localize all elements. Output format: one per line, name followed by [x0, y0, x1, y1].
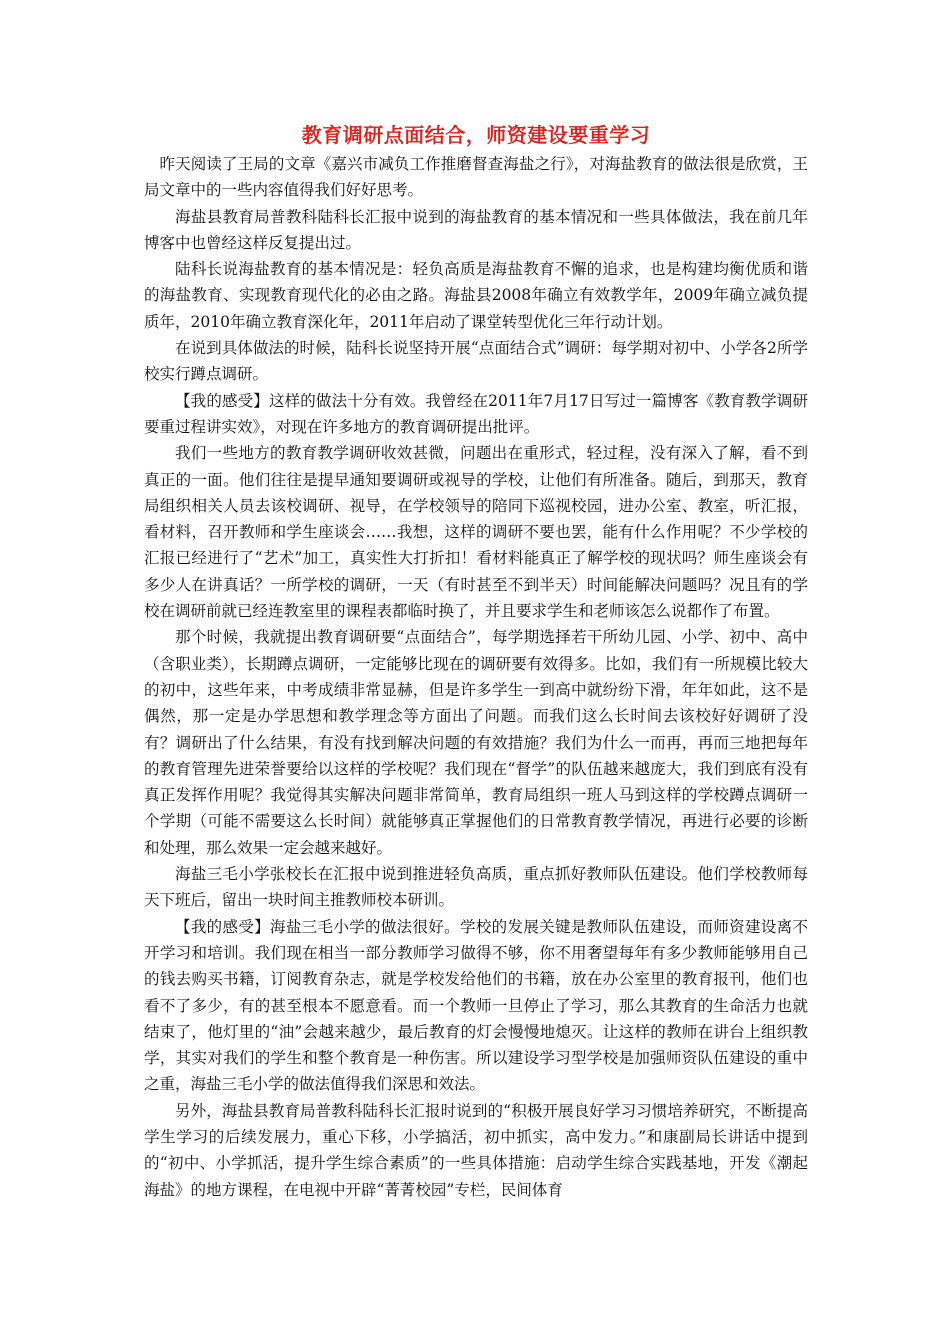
document-title: 教育调研点面结合，师资建设要重学习: [301, 123, 651, 147]
paragraph: 【我的感受】海盐三毛小学的做法很好。学校的发展关键是教师队伍建设，而师资建设离不开学习和培训。我们现在相当一部分教师学习做得不够，你不用奢望每年有多少教师能够用自己的钱去购买书籍，订阅教育杂志，就是学校发给他们的书籍，放在办公室里的教育报刊，他们也看不了多少，有的甚至根本不愿意看。而一个教师一旦停止了学习，那么其教育的生命活力也就结束了，他灯里的“油”会越来越少，最后教育的灯会慢慢地熄灭。让这样的教师在讲台上组织教学，其实对我们的学生和整个教育是一种伤害。所以建设学习型学校是加强师资队伍建设的重中之重，海盐三毛小学的做法值得我们深思和效法。: [144, 917, 808, 1094]
paragraph: 陆科长说海盐教育的基本情况是：轻负高质是海盐教育不懈的追求，也是构建均衡优质和谐的海盐教育、实现教育现代化的必由之路。海盐县2008年确立有效教学年，2009年确立减负提质年，2010年确立教育深化年，2011年启动了课堂转型优化三年行动计划。: [144, 260, 808, 331]
paragraph: 【我的感受】这样的做法十分有效。我曾经在2011年7月17日写过一篇博客《教育教学调研要重过程讲实效》，对现在许多地方的教育调研提出批评。: [144, 391, 808, 436]
paragraph: 另外，海盐县教育局普教科陆科长汇报时说到的“积极开展良好学习习惯培养研究，不断提高学生学习的后续发展力，重心下移，小学搞活，初中抓实，高中发力。”和康副局长讲话中提到的“初中、小学抓活，提升学生综合素质”的一些具体措施：启动学生综合实践基地，开发《潮起海盐》的地方课程，在电视中开辟“菁菁校园”专栏，民间体育: [144, 1101, 808, 1199]
paragraph: 海盐县教育局普教科陆科长汇报中说到的海盐教育的基本情况和一些具体做法，我在前几年博客中也曾经这样反复提出过。: [144, 207, 808, 252]
paragraph-intro: 昨天阅读了王局的文章《嘉兴市减负工作推磨督查海盐之行》，对海盐教育的做法很是欣赏，王局文章中的一些内容值得我们好好思考。: [144, 155, 808, 200]
document-page: [144, 120, 808, 1203]
paragraph: 海盐三毛小学张校长在汇报中说到推进轻负高质，重点抓好教师队伍建设。他们学校教师每天下班后，留出一块时间主推教师校本研训。: [144, 865, 808, 910]
paragraph: 在说到具体做法的时候，陆科长说坚持开展“点面结合式”调研：每学期对初中、小学各2所学校实行蹲点调研。: [144, 339, 808, 384]
paragraph: 我们一些地方的教育教学调研收效甚微，问题出在重形式，轻过程，没有深入了解，看不到真正的一面。他们往往是提早通知要调研或视导的学校，让他们有所准备。随后，到那天，教育局组织相关人员去该校调研、视导，在学校领导的陪同下巡视校园，进办公室、教室，听汇报，看材料，召开教师和学生座谈会……我想，这样的调研不要也罢，能有什么作用呢？不少学校的汇报已经进行了“艺术”加工，真实性大打折扣！看材料能真正了解学校的现状吗？师生座谈会有多少人在讲真话？一所学校的调研，一天（有时甚至不到半天）时间能解决问题吗？况且有的学校在调研前就已经连教室里的课程表都临时换了，并且要求学生和老师该怎么说都作了布置。: [144, 444, 808, 621]
paragraph: 那个时候，我就提出教育调研要“点面结合”，每学期选择若干所幼儿园、小学、初中、高中（含职业类），长期蹲点调研，一定能够比现在的调研要有效得多。比如，我们有一所规模比较大的初中，这些年来，中考成绩非常显赫，但是许多学生一到高中就纷纷下滑，年年如此，这不是偶然，那一定是办学思想和教学理念等方面出了问题。而我们这么长时间去该校好好调研了没有？调研出了什么结果，有没有找到解决问题的有效措施？我们为什么一而再，再而三地把每年的教育管理先进荣誉要给以这样的学校呢？我们现在“督学”的队伍越来越庞大，我们到底有没有真正发挥作用呢？我觉得其实解决问题非常简单，教育局组织一班人马到这样的学校蹲点调研一个学期（可能不需要这么长时间）就能够真正掌握他们的日常教育教学情况，再进行必要的诊断和处理，那么效果一定会越来越好。: [144, 628, 808, 857]
